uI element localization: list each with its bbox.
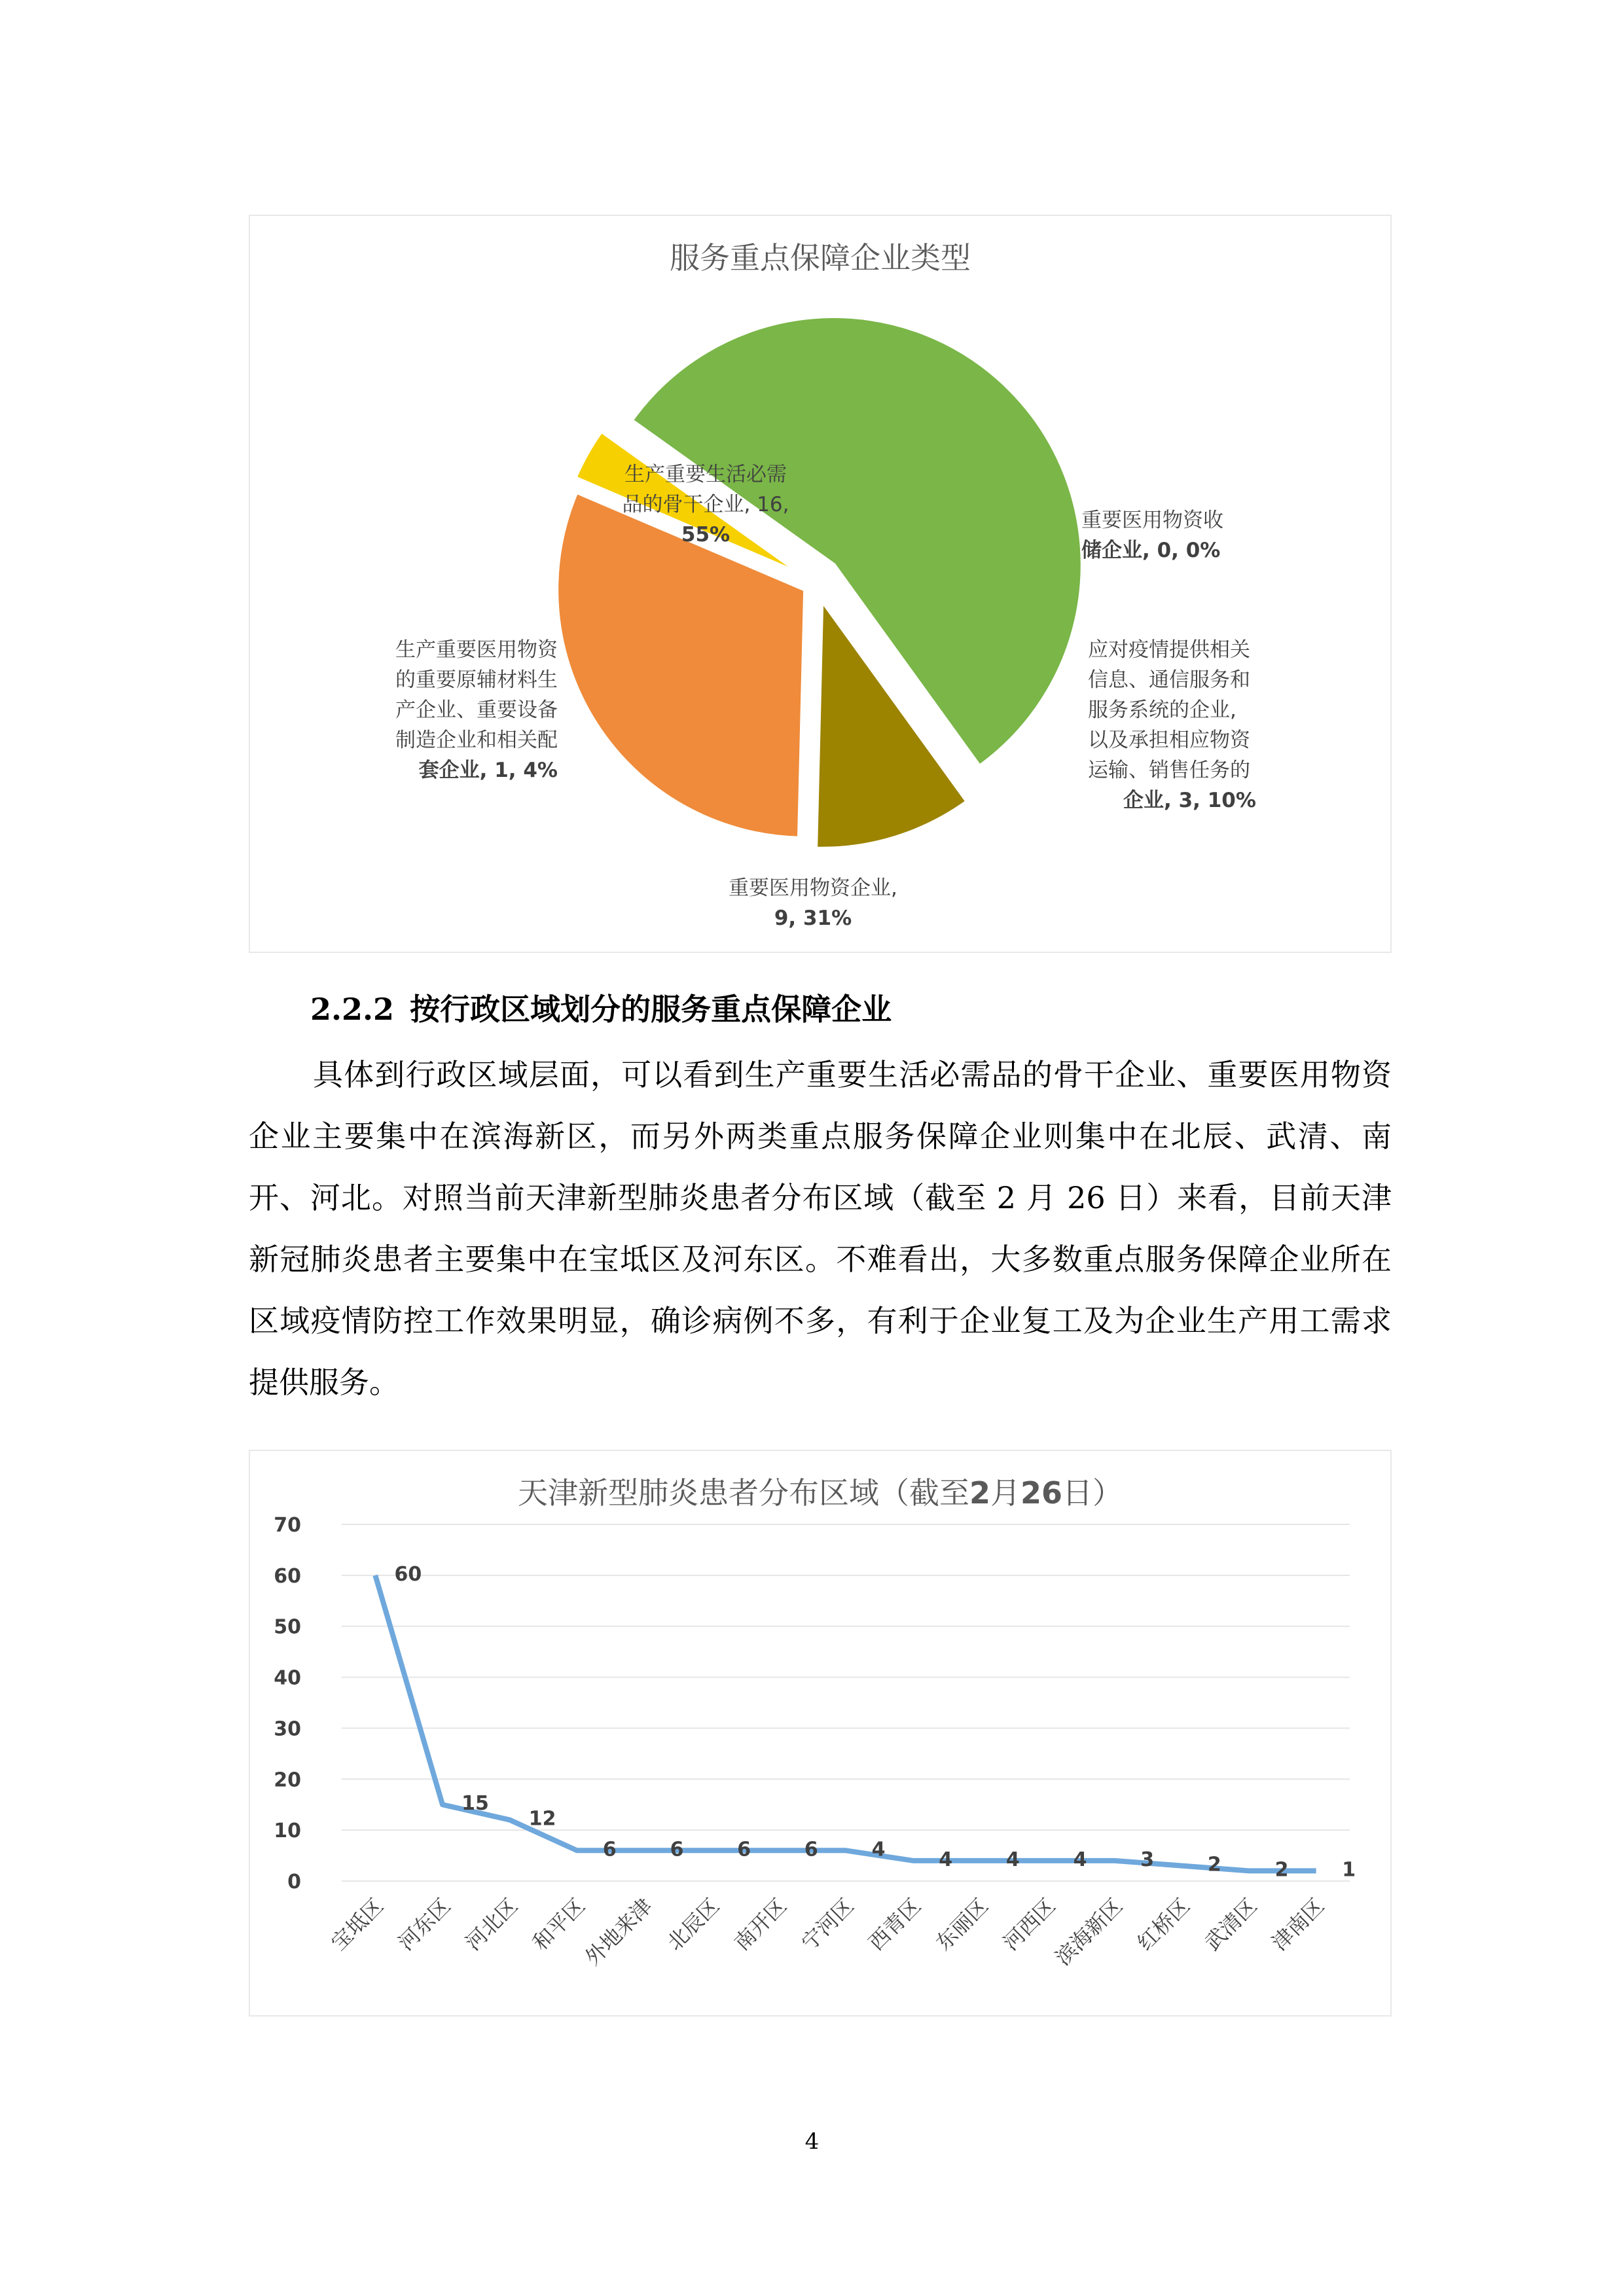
line-title-prefix: 天津新型肺炎患者分布区域（截至 xyxy=(517,1475,969,1511)
y-tick-label: 0 xyxy=(287,1871,301,1893)
pie-label-value: 套企业, 1, 4% xyxy=(418,759,558,782)
data-label: 12 xyxy=(528,1807,556,1831)
pie-label-medical xyxy=(669,873,957,933)
y-tick-label: 30 xyxy=(274,1717,301,1741)
x-tick-label: 滨海新区 xyxy=(1050,1893,1128,1971)
x-tick-label: 东丽区 xyxy=(931,1893,993,1956)
data-label: 1 xyxy=(1342,1858,1356,1882)
pie-label-line: 制造企业和相关配 xyxy=(395,728,558,752)
x-tick-label: 西青区 xyxy=(863,1893,926,1956)
data-label: 6 xyxy=(737,1838,751,1861)
data-label: 6 xyxy=(804,1838,818,1861)
y-tick-label: 20 xyxy=(274,1768,301,1792)
pie-label-line: 以及承担相应物资 xyxy=(1088,728,1250,752)
pie-chart-svg xyxy=(250,216,1393,954)
data-label: 60 xyxy=(394,1562,422,1586)
pie-label-line: 品的骨干企业, 16, xyxy=(622,493,789,516)
pie-label-line: 重要医用物资收 xyxy=(1081,509,1223,532)
x-tick-label: 河北区 xyxy=(460,1893,523,1956)
x-tick-label: 宁河区 xyxy=(796,1893,859,1956)
y-tick-label: 10 xyxy=(274,1820,301,1843)
x-tick-label: 津南区 xyxy=(1267,1893,1329,1956)
x-tick-label: 红桥区 xyxy=(1132,1893,1195,1956)
x-tick-label: 外地来津 xyxy=(580,1893,657,1971)
pie-label-line: 运输、销售任务的 xyxy=(1088,759,1250,782)
page-number: 4 xyxy=(804,2128,820,2155)
x-tick-label: 河东区 xyxy=(393,1893,456,1956)
pie-label-daily-necessities xyxy=(601,459,810,550)
pie-label-value: 储企业, 0, 0% xyxy=(1081,539,1221,562)
line-title-num2: 26 xyxy=(1020,1475,1063,1511)
series-line xyxy=(375,1575,1316,1871)
section-title: 按行政区域划分的服务重点保障企业 xyxy=(410,992,892,1027)
pie-label-info-services xyxy=(1088,635,1297,816)
body-paragraph: 具体到行政区域层面，可以看到生产重要生活必需品的骨干企业、重要医用物资企业主要集中在滨海新区，而另外两类重点服务保障企业则集中在北辰、武清、南开、河北。对照当前天津新型肺炎患者分布区域（截至 2 月 26 日）来看，目前天津新冠肺炎患者主要集中在宝坻区及河东区。不难看出，大多数重点服务保障企业所在区域疫情防控工作效果明显，确诊病例不多，有利于企业复工及为企业生产用工需求提供服务。 xyxy=(249,1057,1392,1400)
line-title-suffix: 日） xyxy=(1062,1475,1123,1511)
line-title-num1: 2 xyxy=(969,1475,990,1511)
x-tick-label: 武清区 xyxy=(1199,1893,1262,1956)
y-tick-label: 50 xyxy=(274,1615,301,1639)
pie-label-line: 生产重要生活必需 xyxy=(624,463,787,486)
data-label: 6 xyxy=(670,1838,684,1861)
pie-label-line: 服务系统的企业, xyxy=(1088,698,1236,722)
pie-chart-title: 服务重点保障企业类型 xyxy=(670,240,971,276)
pie-label-value: 企业, 3, 10% xyxy=(1123,789,1256,812)
pie-label-value: 9, 31% xyxy=(774,906,852,930)
y-tick-label: 60 xyxy=(274,1564,301,1588)
pie-label-raw-materials xyxy=(361,635,558,785)
section-number: 2.2.2 xyxy=(310,992,395,1027)
pie-label-value: 55% xyxy=(681,523,731,547)
x-tick-label: 北辰区 xyxy=(662,1893,725,1956)
data-label: 15 xyxy=(461,1792,489,1816)
y-tick-label: 40 xyxy=(274,1666,301,1690)
pie-label-storage xyxy=(1081,505,1278,565)
pie-label-line: 生产重要医用物资 xyxy=(395,638,558,662)
data-label: 3 xyxy=(1140,1848,1155,1871)
pie-label-line: 重要医用物资企业, xyxy=(729,876,897,900)
pie-label-line: 的重要原辅材料生 xyxy=(395,668,558,692)
data-label: 4 xyxy=(939,1848,953,1871)
pie-label-line: 信息、通信服务和 xyxy=(1088,668,1250,692)
data-label: 6 xyxy=(602,1838,617,1861)
data-label: 4 xyxy=(1073,1848,1087,1871)
line-chart-container xyxy=(249,1450,1392,2017)
x-tick-label: 南开区 xyxy=(729,1893,791,1956)
pie-label-line: 产企业、重要设备 xyxy=(395,698,558,722)
x-tick-label: 和平区 xyxy=(528,1893,590,1956)
pie-label-line: 应对疫情提供相关 xyxy=(1088,638,1250,662)
data-label: 2 xyxy=(1274,1858,1289,1882)
data-label: 4 xyxy=(871,1838,886,1861)
pie-chart-container xyxy=(249,215,1392,953)
section-heading xyxy=(310,986,892,1029)
x-tick-label: 宝坻区 xyxy=(326,1893,388,1956)
line-chart-svg xyxy=(250,1451,1393,2018)
data-label: 4 xyxy=(1005,1848,1020,1871)
x-tick-label: 河西区 xyxy=(998,1893,1060,1956)
data-label: 2 xyxy=(1207,1853,1221,1876)
line-title-mid: 月 xyxy=(990,1475,1020,1511)
y-tick-label: 70 xyxy=(274,1514,301,1537)
